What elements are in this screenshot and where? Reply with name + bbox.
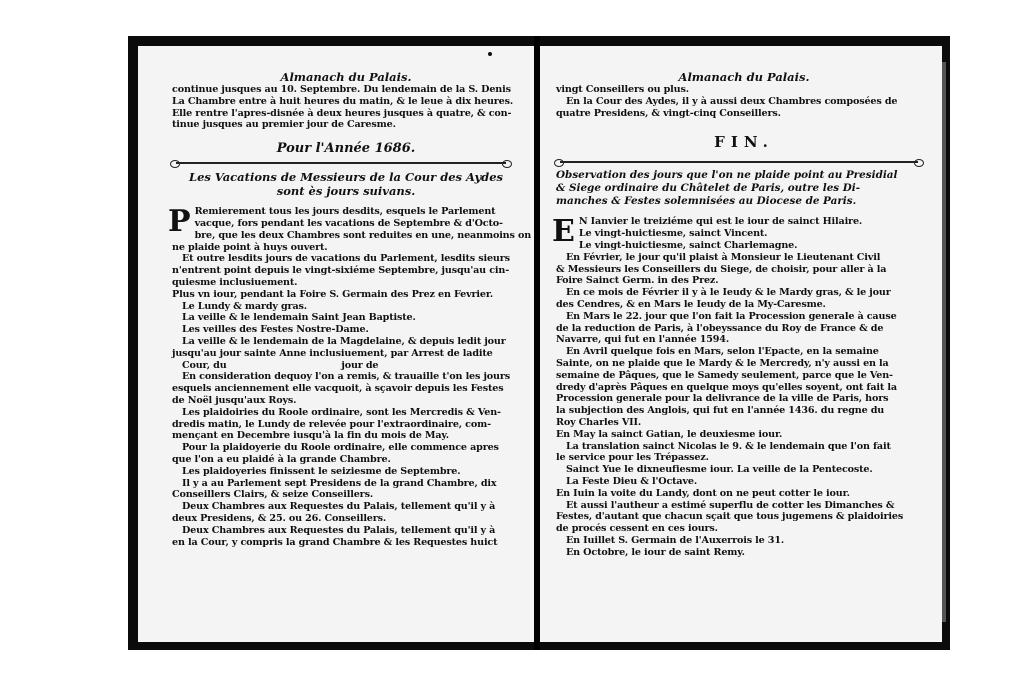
open-book	[128, 36, 950, 650]
body-line: Le vingt-huictiesme, sainct Vincent.	[578, 228, 768, 240]
right-top-line: vingt Conseillers ou plus.	[556, 84, 689, 95]
body-line: semaine de Pâques, que le Samedy seulement, parce que le Ven-	[556, 369, 893, 381]
body-line: le service pour les Trépassez.	[556, 452, 709, 464]
right-top-line: En la Cour des Aydes, il y à aussi deux Chambres composées de	[566, 95, 898, 107]
body-line: Cour, du jour de	[182, 359, 379, 371]
drop-cap: P	[168, 204, 191, 240]
body-line: Le Lundy & mardy gras.	[182, 300, 307, 312]
fin-heading: FIN.	[714, 133, 774, 152]
body-line: n'entrent point depuis le vingt-sixiéme Septembre, jusqu'au cin-	[172, 265, 510, 277]
body-line: Procession generale pour la delivrance de la ville de Paris, hors	[556, 393, 889, 405]
body-line: Et outre lesdits jours de vacations du Parlement, lesdits sieurs	[182, 253, 510, 265]
body-line: En ce mois de Février il y à le Ieudy & le Mardy gras, & le jour	[566, 287, 891, 299]
body-line: La Feste Dieu & l'Octave.	[566, 475, 698, 487]
left-top-line: Elle rentre l'apres-disnée à deux heures jusques à quatre, & con-	[172, 107, 512, 119]
ink-spot	[488, 52, 492, 56]
left-running-head: Almanach du Palais.	[280, 70, 412, 84]
body-line: Conseillers Clairs, & seize Conseillers.	[172, 489, 374, 501]
body-line: Deux Chambres aux Requestes du Palais, tellement qu'il y à	[182, 501, 496, 513]
body-line: Deux Chambres aux Requestes du Palais, tellement qu'il y à	[182, 524, 496, 536]
body-line: Les plaidoiries du Roole ordinaire, sont les Mercredis & Ven-	[182, 406, 501, 418]
body-line: En Octobre, le iour de saint Remy.	[566, 546, 745, 558]
body-line: En Avril quelque fois en Mars, selon l'Epacte, en la semaine	[566, 346, 879, 358]
body-line: esquels anciennement elle vacquoit, à sçavoir depuis les Festes	[172, 383, 504, 395]
body-line: de Noël jusqu'aux Roys.	[172, 394, 297, 406]
body-line: jusqu'au jour sainte Anne inclusiuement, par Arrest de ladite	[172, 347, 493, 359]
body-line: N Ianvier le treiziéme qui est le iour de sainct Hilaire.	[578, 216, 863, 228]
right-body	[552, 214, 932, 558]
left-top-line: La Chambre entre à huit heures du matin, & le leue à dix heures.	[172, 95, 514, 107]
body-line: La veille & le lendemain de la Magdelaine, & depuis ledit jour	[182, 335, 506, 347]
right-page	[540, 46, 942, 642]
body-line: Plus vn iour, pendant la Foire S. Germain des Prez en Fevrier.	[172, 288, 494, 300]
left-top-line: tinue jusques au premier jour de Caresme.	[172, 119, 396, 131]
body-line: de procés cessent en ces iours.	[556, 523, 718, 535]
body-line: deux Presidens, & 25. ou 26. Conseillers.	[172, 512, 387, 524]
body-line: Roy Charles VII.	[556, 416, 642, 428]
body-line: En Iuillet S. Germain de l'Auxerrois le 31.	[566, 534, 785, 546]
body-line: Et aussi l'autheur a estimé superflu de cotter les Dimanches &	[566, 499, 895, 511]
body-line: Le vingt-huictiesme, sainct Charlemagne.	[578, 239, 798, 251]
right-top-line: quatre Presidens, & vingt-cinq Conseillers.	[556, 107, 781, 119]
body-line: ne plaide point à huys ouvert.	[172, 241, 328, 253]
body-line: Il y a au Parlement sept Presidens de la grand Chambre, dix	[182, 477, 497, 489]
left-page	[138, 46, 534, 642]
year-heading: Pour l'Année 1686.	[276, 141, 416, 157]
page-edge	[942, 62, 946, 622]
body-line: Les plaidoyeries finissent le seiziesme de Septembre.	[182, 465, 461, 477]
ornamental-rule	[176, 162, 506, 164]
observation-title: & Siege ordinaire du Châtelet de Paris, outre les Di-	[556, 182, 861, 195]
body-line: En Iuin la voite du Landy, dont on ne peut cotter le iour.	[556, 487, 850, 499]
body-line: La translation sainct Nicolas le 9. & le lendemain que l'on fait	[566, 440, 891, 452]
body-line: En Février, le jour qu'il plaist à Monsieur le Lieutenant Civil	[566, 251, 881, 263]
body-line: des Cendres, & en Mars le Ieudy de la My-Caresme.	[556, 298, 826, 310]
body-line: Sainct Yue le dixneufiesme iour. La veille de la Pentecoste.	[566, 464, 873, 476]
body-line: Les veilles des Festes Nostre-Dame.	[182, 324, 369, 336]
body-line: de la reduction de Paris, à l'obeyssance du Roy de France & de	[556, 322, 884, 334]
body-line: Foire Sainct Germ. in des Prez.	[556, 275, 719, 287]
body-line: mençant en Decembre iusqu'à la fin du mois de May.	[172, 430, 449, 442]
body-line: vacque, fors pendant les vacations de Septembre & d'Octo-	[194, 217, 503, 229]
ornamental-rule	[560, 161, 918, 163]
body-line: Sainte, on ne plaide que le Mardy & le Mercredy, n'y aussi en la	[556, 357, 889, 369]
body-line: Navarre, qui fut en l'année 1594.	[556, 334, 730, 346]
right-running-head: Almanach du Palais.	[678, 70, 810, 84]
body-line: En May la sainct Gatian, le deuxiesme iour.	[556, 428, 783, 440]
section-title-line-1: Les Vacations de Messieurs de la Cour des Aydes	[188, 170, 504, 185]
section-title-line-2: sont ès jours suivans.	[276, 184, 416, 199]
body-line: que l'on a eu plaidé à la grande Chambre.	[172, 453, 391, 465]
left-body	[168, 204, 532, 548]
left-top-line: continue jusques au 10. Septembre. Du lendemain de la S. Denis	[172, 84, 511, 95]
body-line: Remierement tous les jours desdits, esquels le Parlement	[194, 206, 496, 218]
body-line: Pour la plaidoyerie du Roole ordinaire, elle commence apres	[182, 442, 499, 454]
body-line: la subjection des Anglois, qui fut en l'année 1436. du regne du	[556, 405, 885, 417]
observation-title: Observation des jours que l'on ne plaide point au Presidial	[556, 169, 898, 182]
observation-title: manches & Festes solemnisées au Diocese de Paris.	[556, 195, 857, 208]
body-line: En consideration dequoy l'on a remis, & trauaille t'on les jours	[182, 371, 511, 383]
body-line: & Messieurs les Conseillers du Siege, de choisir, pour aller à la	[556, 263, 887, 275]
body-line: La veille & le lendemain Saint Jean Baptiste.	[182, 312, 416, 324]
drop-cap: E	[552, 214, 575, 250]
body-line: dredis matin, le Lundy de relevée pour l'extraordinaire, com-	[172, 418, 491, 430]
body-line: en la Cour, y compris la grand Chambre & les Requestes huict	[172, 536, 498, 548]
body-line: En Mars le 22. jour que l'on fait la Procession generale à cause	[566, 310, 897, 322]
body-line: Festes, d'autant que chacun sçait que tous jugemens & plaidoiries	[556, 511, 904, 523]
body-line: quiesme inclusiuement.	[172, 276, 298, 288]
body-line: bre, que les deux Chambres sont reduites en une, neanmoins on	[194, 229, 532, 241]
body-line: dredy d'après Pâques en quelque moys qu'elles soyent, ont fait la	[556, 381, 897, 393]
